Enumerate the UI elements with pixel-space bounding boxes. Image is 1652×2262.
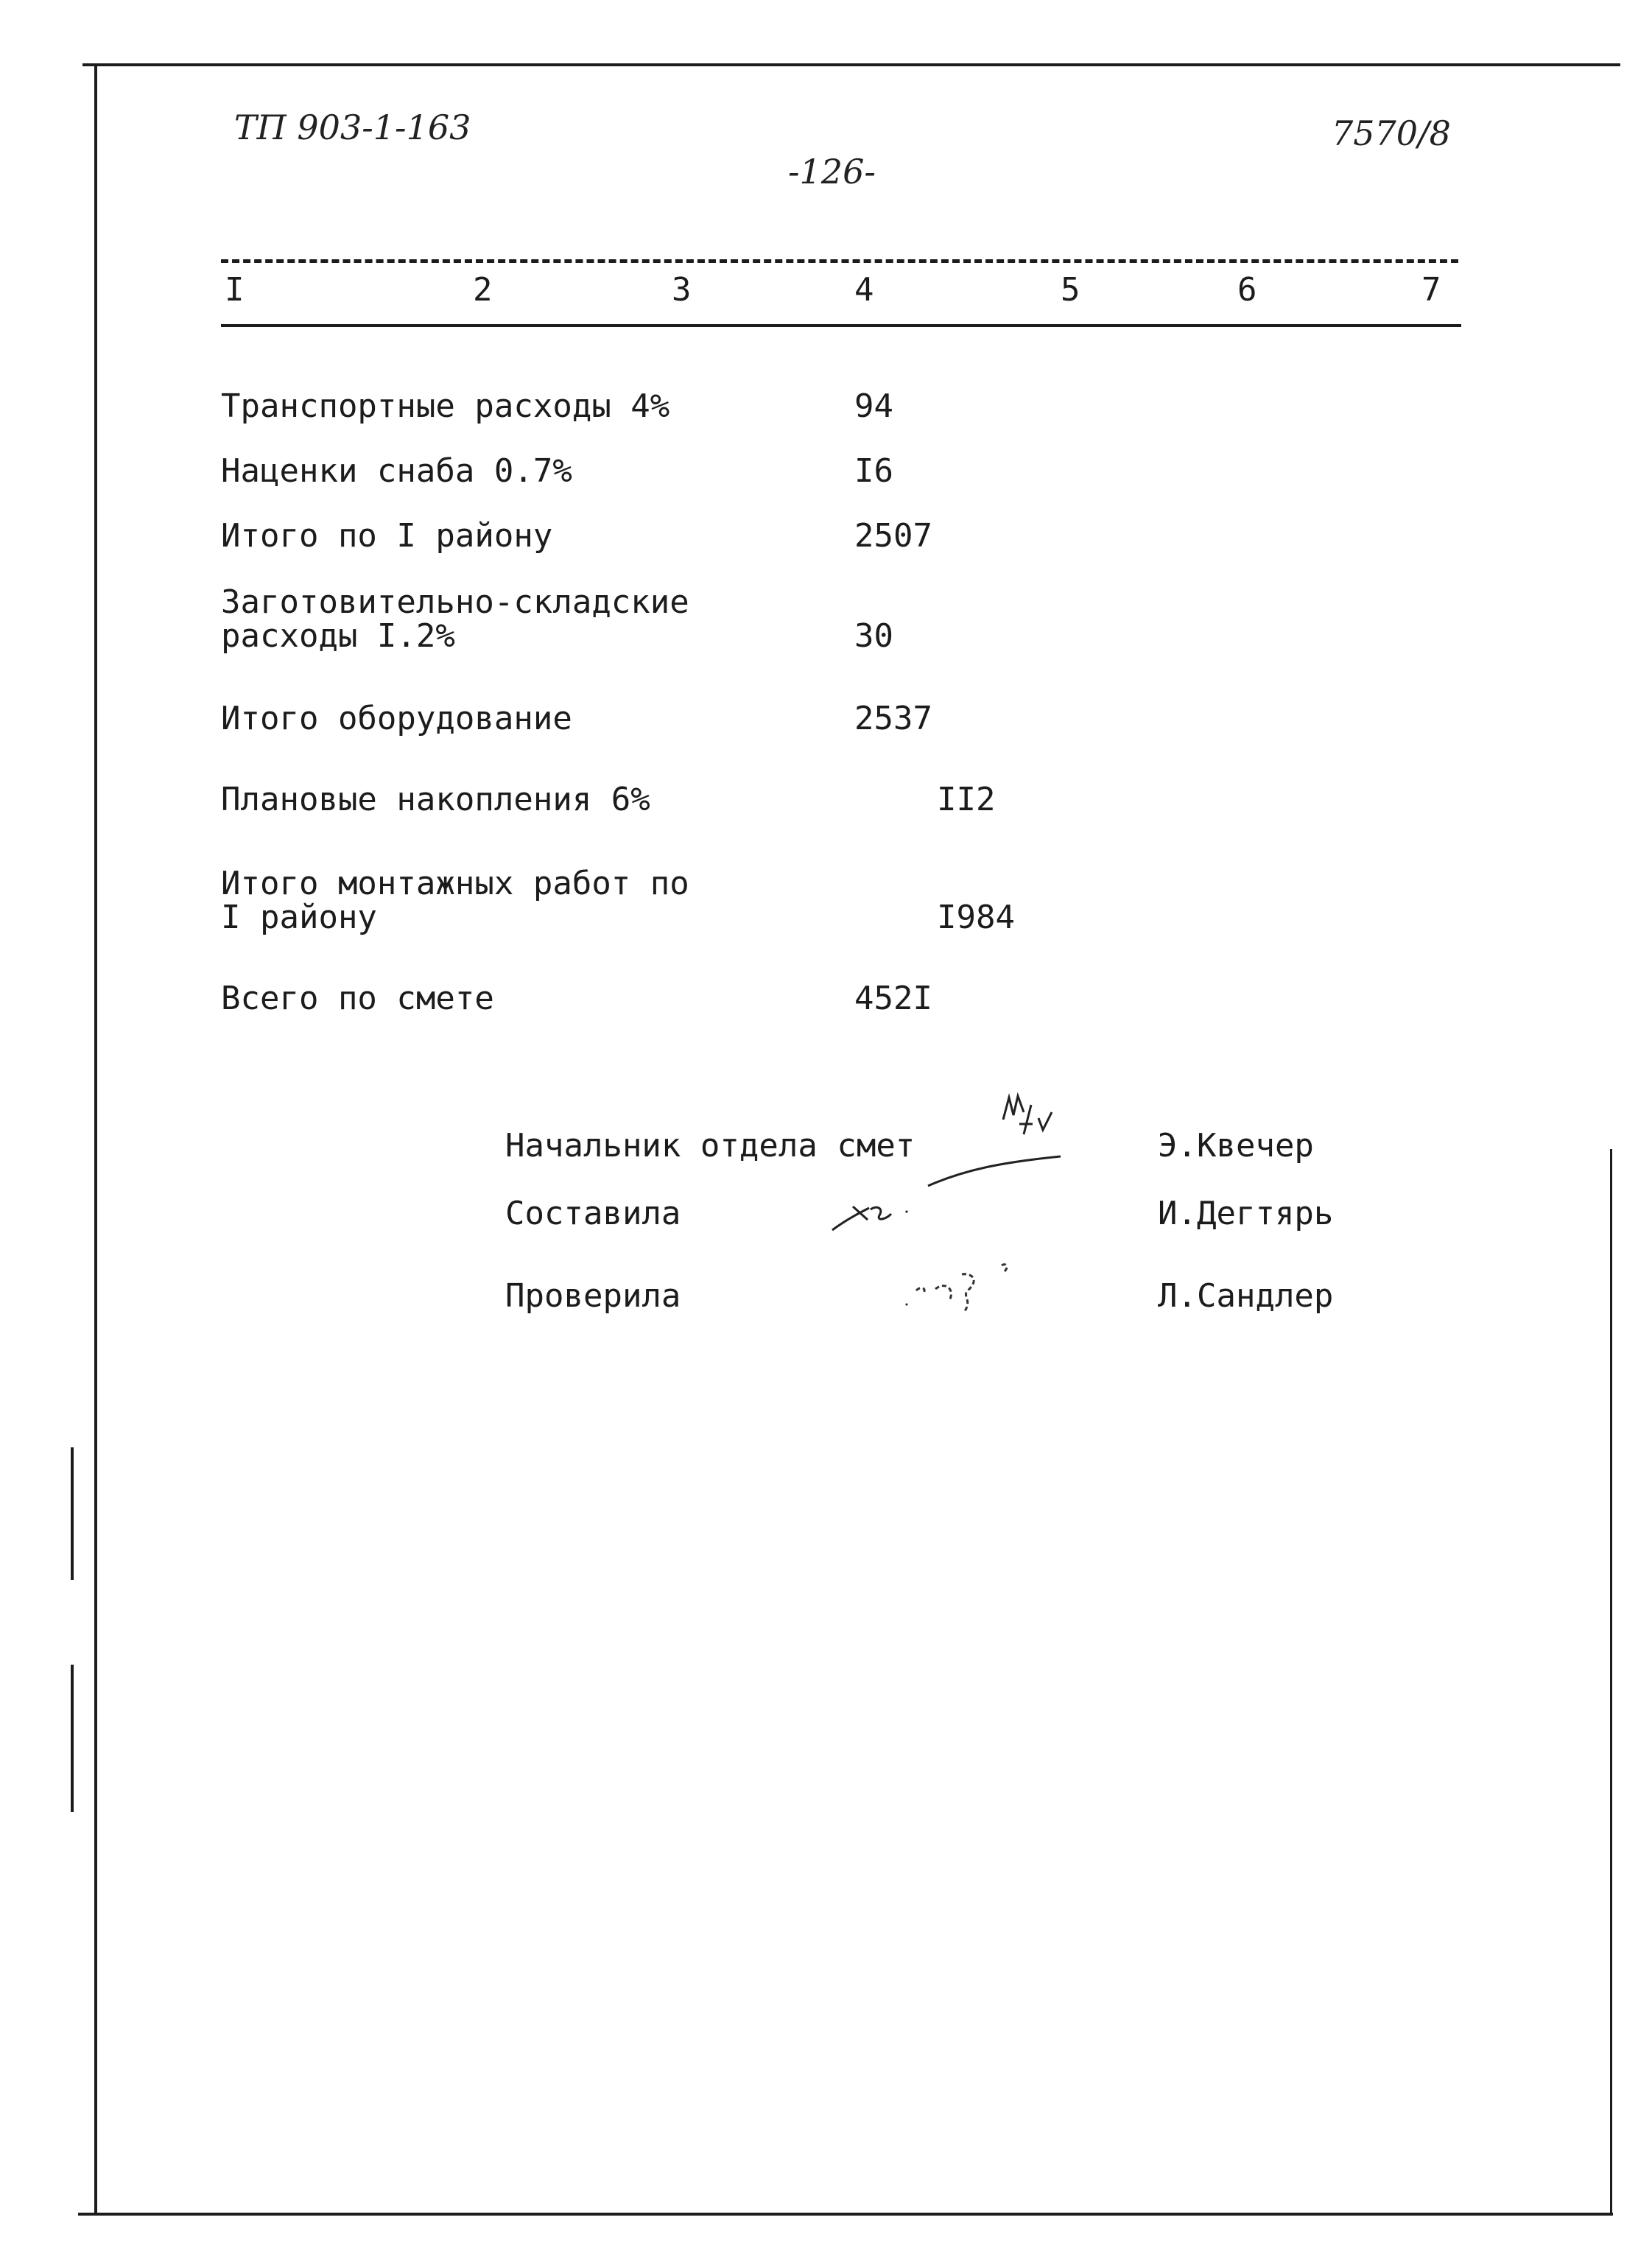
margin-mark-1 [71, 1447, 74, 1580]
left-border [94, 63, 97, 2214]
col-header-7: 7 [1421, 271, 1441, 309]
row-planned-value: II2 [937, 781, 996, 818]
handwritten-signature-compiled [825, 1179, 943, 1245]
signature-name-checked: Л.Сандлер [1158, 1277, 1334, 1315]
col-header-1: I [225, 271, 245, 309]
row-installation-label-2: I району [221, 899, 377, 936]
doc-code: ТП 903-1-163 [234, 108, 471, 147]
top-border [82, 63, 1620, 66]
sheet-ref: 7570/8 [1332, 113, 1451, 153]
row-markup-value: I6 [854, 452, 893, 490]
row-transport-label: Транспортные расходы 4% [221, 387, 670, 425]
col-header-4: 4 [854, 271, 874, 309]
signature-role-compiled: Составила [505, 1195, 681, 1232]
row-installation-value: I984 [937, 899, 1015, 936]
row-planned-label: Плановые накопления 6% [221, 781, 650, 818]
row-markup-label: Наценки снаба 0.7% [221, 452, 572, 490]
row-equipment-value: 2537 [854, 700, 932, 737]
signature-name-compiled: И.Дегтярь [1158, 1195, 1334, 1232]
row-subtotal-1-label: Итого по I району [221, 517, 553, 555]
row-warehouse-value: 30 [854, 617, 893, 655]
bottom-border [78, 2213, 1613, 2216]
handwritten-signature-checked [891, 1245, 1024, 1326]
margin-mark-2 [71, 1665, 74, 1812]
row-installation-label-1: Итого монтажных работ по [221, 865, 689, 902]
header-solid-rule [221, 324, 1461, 327]
col-header-5: 5 [1061, 271, 1080, 309]
page-number: -126- [788, 152, 876, 192]
right-border [1610, 1149, 1612, 2213]
row-warehouse-label-1: Заготовительно-складские [221, 583, 689, 621]
signature-role-head: Начальник отдела смет [505, 1127, 915, 1165]
col-header-6: 6 [1237, 271, 1257, 309]
signature-role-checked: Проверила [505, 1277, 681, 1315]
row-transport-value: 94 [854, 387, 893, 425]
row-equipment-label: Итого оборудование [221, 700, 572, 737]
col-header-2: 2 [473, 271, 493, 309]
row-total-label: Всего по смете [221, 980, 494, 1017]
header-dashed-rule [221, 259, 1458, 263]
col-header-3: 3 [672, 271, 692, 309]
signature-name-head: Э.Квечер [1158, 1127, 1314, 1165]
row-warehouse-label-2: расходы I.2% [221, 617, 455, 655]
row-total-value: 452I [854, 980, 932, 1017]
row-subtotal-1-value: 2507 [854, 517, 932, 555]
